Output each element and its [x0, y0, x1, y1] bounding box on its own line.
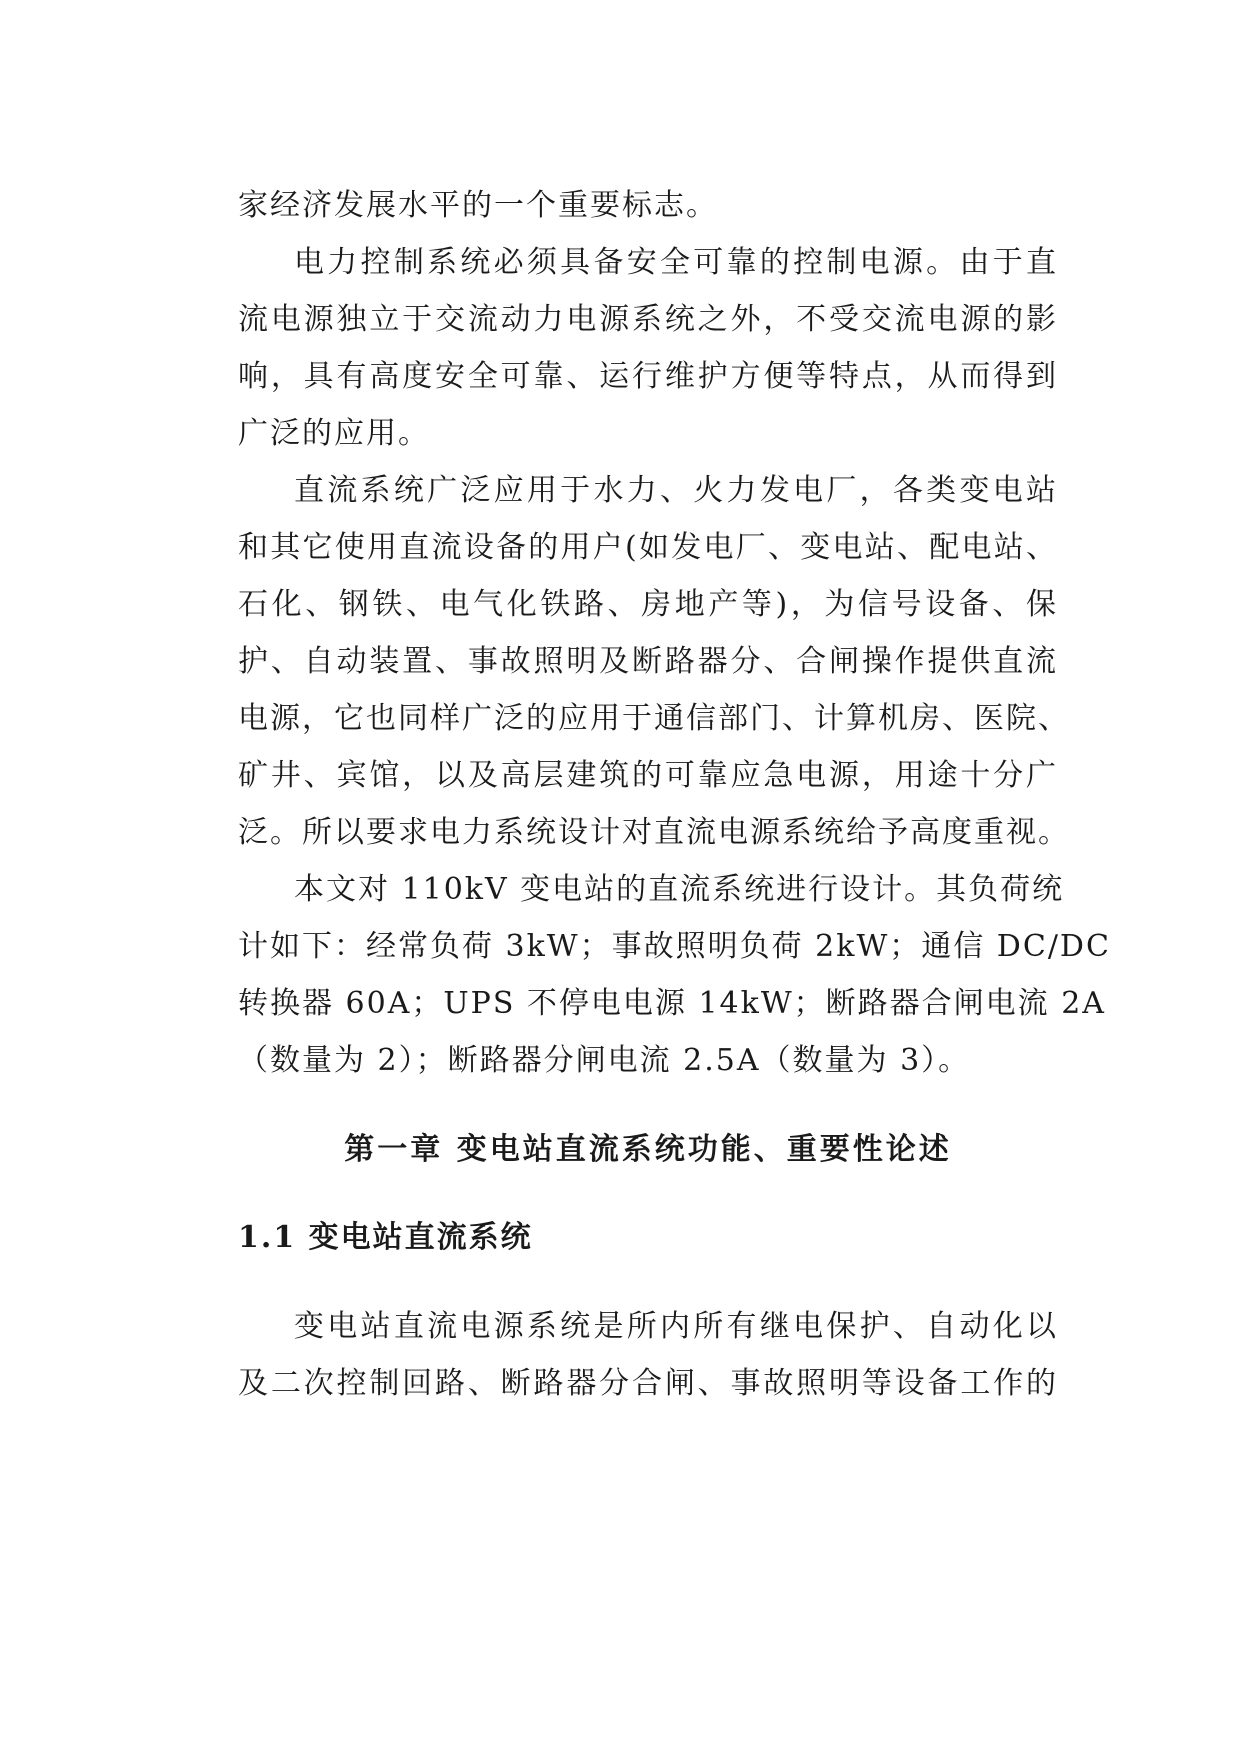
paragraph-line: 和其它使用直流设备的用户(如发电厂、变电站、配电站、: [238, 530, 1058, 565]
paragraph-line: 矿井、宾馆，以及高层建筑的可靠应急电源，用途十分广: [238, 758, 1058, 793]
paragraph-line: 电力控制系统必须具备安全可靠的控制电源。由于直: [294, 245, 1058, 280]
paragraph-line: 直流系统广泛应用于水力、火力发电厂，各类变电站: [294, 473, 1058, 508]
paragraph-line: 石化、钢铁、电气化铁路、房地产等)，为信号设备、保: [238, 587, 1058, 622]
paragraph-line: 广泛的应用。: [238, 416, 430, 451]
paragraph-line: 及二次控制回路、断路器分合闸、事故照明等设备工作的: [238, 1366, 1058, 1401]
paragraph-line: 护、自动装置、事故照明及断路器分、合闸操作提供直流: [238, 644, 1058, 679]
paragraph-line: 变电站直流电源系统是所内所有继电保护、自动化以: [294, 1309, 1058, 1344]
paragraph-line: 电源，它也同样广泛的应用于通信部门、计算机房、医院、: [238, 701, 1070, 736]
paragraph-line: 流电源独立于交流动力电源系统之外，不受交流电源的影: [238, 302, 1058, 337]
paragraph-line: （数量为 2）；断路器分闸电流 2.5A（数量为 3）。: [238, 1043, 971, 1078]
chapter-title: 第一章 变电站直流系统功能、重要性论述: [344, 1132, 952, 1167]
paragraph-line: 本文对 110kV 变电站的直流系统进行设计。其负荷统: [294, 872, 1065, 907]
paragraph-line: 家经济发展水平的一个重要标志。: [238, 188, 718, 223]
section-title: 1.1 变电站直流系统: [238, 1220, 533, 1255]
paragraph-line: 响，具有高度安全可靠、运行维护方便等特点，从而得到: [238, 359, 1058, 394]
paragraph-line: 转换器 60A；UPS 不停电电源 14kW；断路器合闸电流 2A: [238, 986, 1106, 1021]
paragraph-line: 计如下：经常负荷 3kW；事故照明负荷 2kW；通信 DC/DC: [238, 929, 1111, 964]
paragraph-line: 泛。所以要求电力系统设计对直流电源系统给予高度重视。: [238, 815, 1070, 850]
